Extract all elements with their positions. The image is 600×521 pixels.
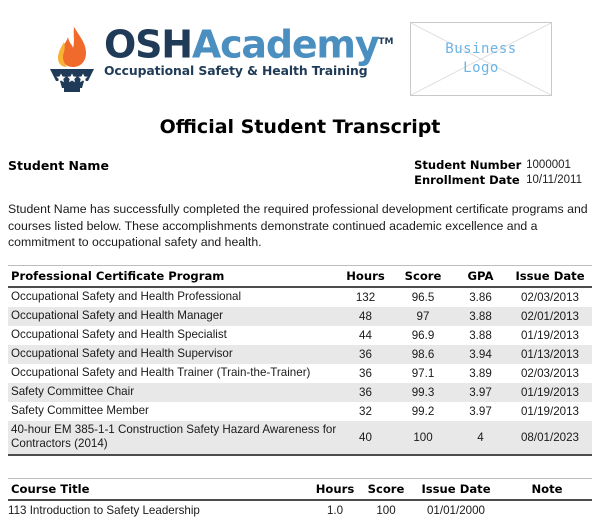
table-row	[8, 383, 592, 402]
cell-program: Safety Committee Member	[11, 404, 149, 418]
cell-issue-date: 08/01/2023	[508, 421, 592, 455]
cell-hours: 132	[355, 290, 376, 304]
meta-label: Student Number	[414, 158, 522, 172]
meta-value: 1000001	[526, 159, 571, 171]
column-header-issue-date: Issue Date	[508, 265, 592, 287]
student-name: Student Name	[8, 158, 109, 173]
course-table	[8, 478, 592, 521]
cell-gpa: 3.94	[469, 347, 492, 361]
cell-hours: 32	[359, 404, 372, 418]
cell-hours: 1.0	[326, 504, 344, 518]
cell-score: 100	[376, 504, 396, 518]
cell-score: 99.3	[411, 385, 435, 399]
table-row	[8, 421, 592, 455]
cell-gpa: 3.89	[469, 366, 492, 380]
cell-issue-date: 02/01/2013	[520, 309, 580, 323]
column-header-score: Score	[362, 478, 410, 500]
table-header-row	[8, 265, 592, 287]
business-logo-placeholder	[410, 22, 552, 96]
cell-gpa: 3.86	[469, 290, 492, 304]
cell-hours: 48	[359, 309, 372, 323]
cell-score: 96.9	[411, 328, 435, 342]
cell-score: 100	[393, 421, 453, 455]
cell-score: 96.5	[411, 290, 435, 304]
course-table-wrap	[8, 478, 592, 521]
cell-program: 40-hour EM 385-1-1 Construction Safety Hazard Awareness for Contractors (2014)	[8, 421, 338, 455]
column-header-course-title: Course Title	[8, 478, 308, 500]
torch-flame-icon	[44, 24, 100, 94]
page-header	[0, 0, 600, 96]
cell-hours: 36	[359, 366, 372, 380]
cell-gpa: 3.97	[469, 385, 492, 399]
cell-hours: 40	[338, 421, 393, 455]
student-meta	[414, 158, 582, 188]
column-header-score: Score	[393, 265, 453, 287]
column-header-gpa: GPA	[453, 265, 508, 287]
cell-issue-date: 01/13/2013	[520, 347, 580, 361]
cell-program: Occupational Safety and Health Supervisor	[11, 347, 233, 361]
cell-issue-date: 01/19/2013	[520, 385, 580, 399]
cell-course-title: 113 Introduction to Safety Leadership	[8, 503, 200, 517]
cell-gpa: 4	[453, 421, 508, 455]
cell-program: Occupational Safety and Health Professional	[11, 290, 242, 304]
business-logo-line1: Business	[445, 41, 517, 57]
cell-issue-date: 02/03/2013	[520, 290, 580, 304]
table-row	[8, 287, 592, 307]
cell-issue-date: 01/19/2013	[520, 404, 580, 418]
cell-program: Occupational Safety and Health Trainer (Train-the-Trainer)	[11, 366, 311, 380]
cell-hours: 36	[359, 385, 372, 399]
table-row	[8, 345, 592, 364]
wordmark-secondary: Academy	[191, 22, 379, 67]
cell-gpa: 3.88	[469, 328, 492, 342]
wordmark	[104, 22, 394, 78]
intro-paragraph: Student Name has successfully completed the required professional development certificate programs and courses listed below. These accomplishments demonstrate continued academic excellence and a commitment to occupational safety and health.	[8, 202, 588, 250]
business-logo-line2: Logo	[463, 60, 499, 76]
table-row	[8, 500, 592, 521]
cell-issue-date: 02/03/2013	[520, 366, 580, 380]
wordmark-primary: OSH	[104, 22, 192, 67]
student-info-row	[0, 158, 600, 188]
trademark-symbol: TM	[378, 37, 394, 47]
cell-issue-date: 01/01/2000	[426, 504, 486, 518]
cell-program: Occupational Safety and Health Specialist	[11, 328, 227, 342]
column-header-program: Professional Certificate Program	[8, 265, 338, 287]
certificate-table	[8, 265, 592, 456]
cell-hours: 36	[359, 347, 372, 361]
column-header-hours: Hours	[308, 478, 362, 500]
column-header-note: Note	[502, 478, 592, 500]
cell-score: 97.1	[411, 366, 435, 380]
table-row	[8, 307, 592, 326]
cell-gpa: 3.97	[469, 404, 492, 418]
column-header-hours: Hours	[338, 265, 393, 287]
cell-issue-date: 01/19/2013	[520, 328, 580, 342]
cell-score: 99.2	[411, 404, 435, 418]
brand-tagline: Occupational Safety & Health Training	[104, 62, 368, 78]
cell-hours: 44	[359, 328, 372, 342]
cell-score: 98.6	[411, 347, 435, 361]
table-row	[8, 364, 592, 383]
table-header-row	[8, 478, 592, 500]
page-title: Official Student Transcript	[159, 116, 441, 138]
meta-label: Enrollment Date	[414, 173, 520, 187]
meta-value: 10/11/2011	[526, 174, 582, 186]
cell-gpa: 3.88	[469, 309, 492, 323]
cell-score: 97	[416, 309, 430, 323]
table-row	[8, 402, 592, 421]
cell-program: Occupational Safety and Health Manager	[11, 309, 224, 323]
cell-note	[502, 500, 592, 521]
column-header-issue-date: Issue Date	[410, 478, 502, 500]
meta-enrollment-date	[414, 173, 582, 188]
table-row	[8, 326, 592, 345]
oshacademy-logo	[44, 22, 394, 94]
cell-program: Safety Committee Chair	[11, 385, 135, 399]
certificate-table-wrap	[8, 265, 592, 456]
meta-student-number	[414, 158, 582, 173]
